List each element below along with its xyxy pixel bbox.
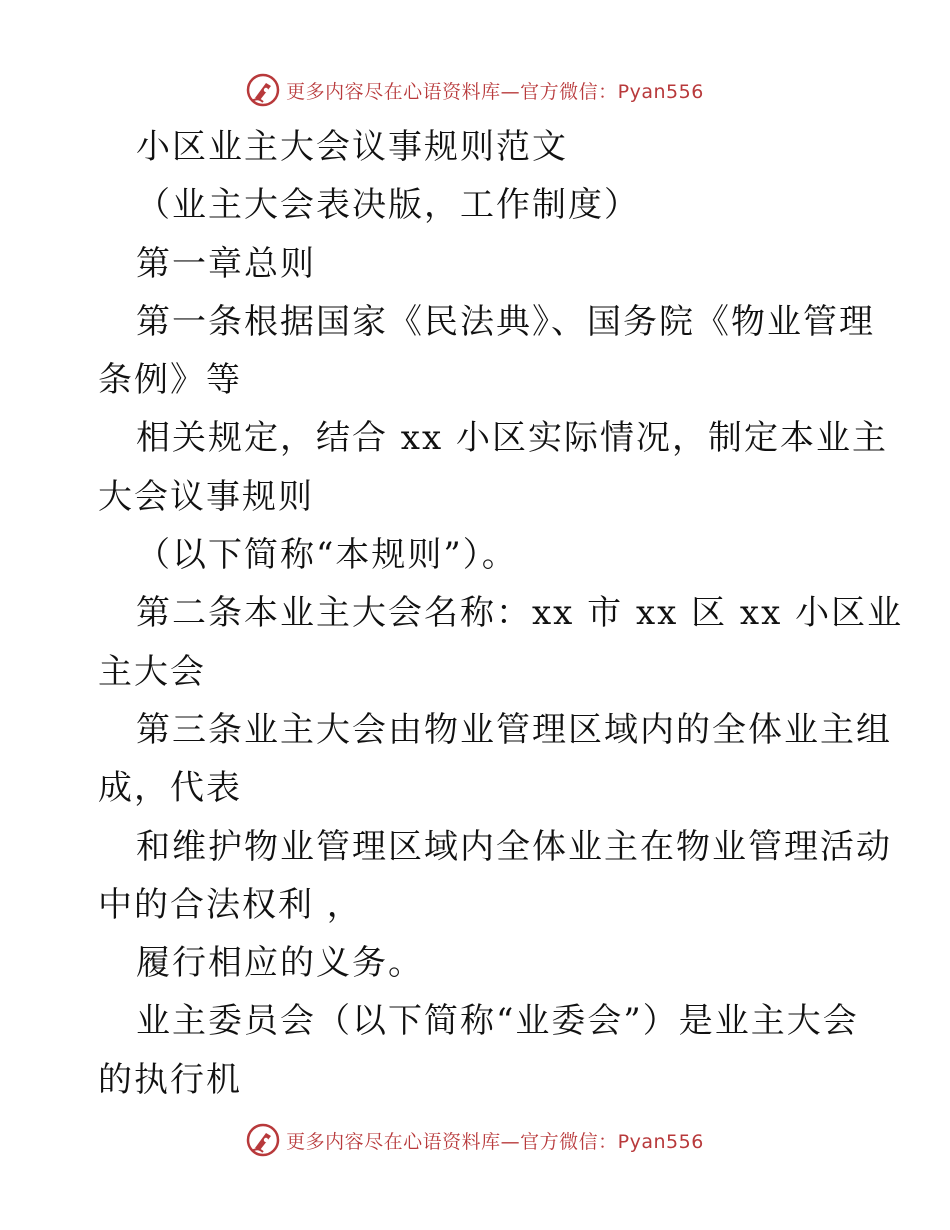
text-line: 条例》等 xyxy=(98,360,242,401)
text-line: 第一条根据国家《民法典》、国务院《物业管理 xyxy=(136,301,875,342)
pen-nib-logo-icon xyxy=(246,73,280,107)
watermark-group xyxy=(246,73,704,107)
watermark-group xyxy=(246,1123,704,1157)
text-line: 的执行机 xyxy=(98,1059,242,1100)
text-line: 主大会 xyxy=(98,651,206,692)
text-line: 成，代表 xyxy=(98,768,242,809)
text-line: 中的合法权利 ， xyxy=(98,884,363,925)
document-body xyxy=(98,118,904,1109)
pen-nib-logo-icon xyxy=(246,1123,280,1157)
watermark-text: 更多内容尽在心语资料库—官方微信：Pyan556 xyxy=(286,80,704,103)
text-line: 履行相应的义务。 xyxy=(136,943,424,984)
text-line: 业主委员会（以下简称“业委会”）是业主大会 xyxy=(136,1001,859,1042)
text-line: 第一章总则 xyxy=(136,243,316,284)
text-line: 相关规定，结合 xx 小区实际情况，制定本业主 xyxy=(136,418,888,459)
text-line: 第三条业主大会由物业管理区域内的全体业主组 xyxy=(136,709,892,750)
text-line: （业主大会表决版，工作制度） xyxy=(136,185,640,226)
text-line: 和维护物业管理区域内全体业主在物业管理活动 xyxy=(136,826,892,867)
text-line: （以下简称“本规则”）。 xyxy=(136,535,518,576)
text-line: 小区业主大会议事规则范文 xyxy=(136,127,568,167)
watermark-text: 更多内容尽在心语资料库—官方微信：Pyan556 xyxy=(286,1130,704,1153)
text-line: 第二条本业主大会名称：xx 市 xx 区 xx 小区业 xyxy=(136,593,904,634)
text-line: 大会议事规则 xyxy=(98,476,314,517)
header-watermark xyxy=(0,70,950,110)
footer-watermark xyxy=(0,1120,950,1160)
